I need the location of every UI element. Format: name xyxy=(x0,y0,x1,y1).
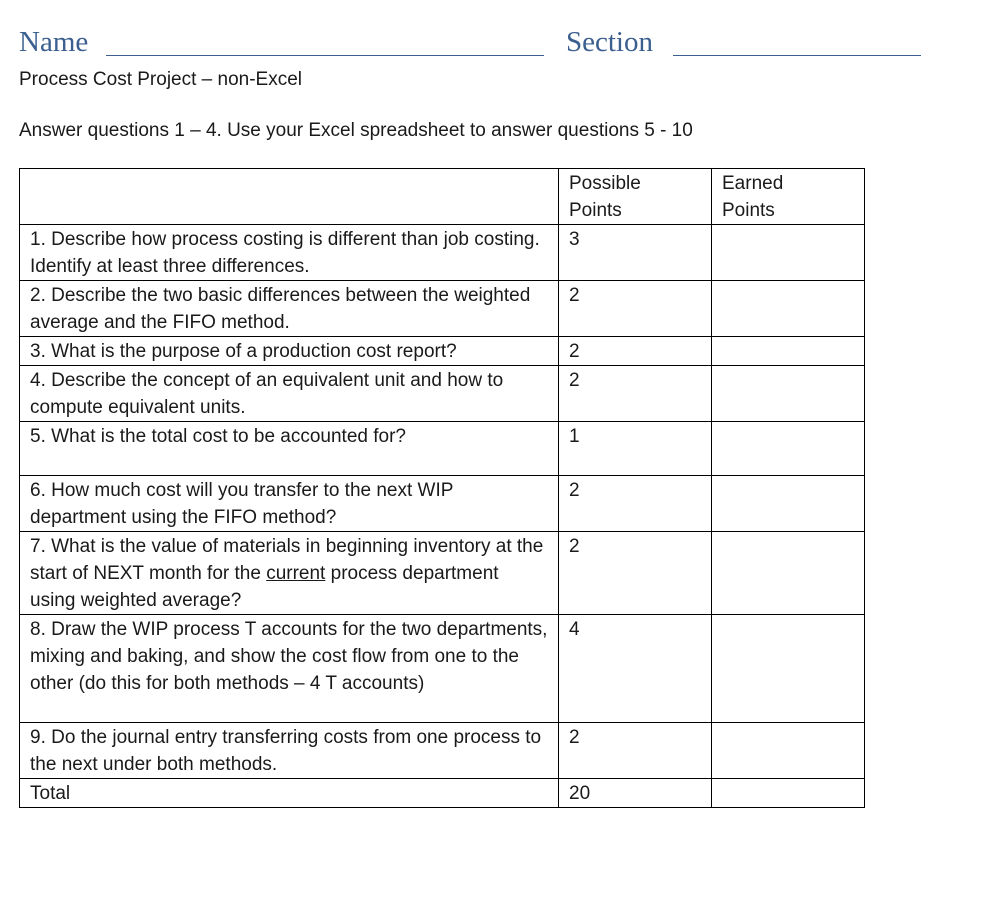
table-row xyxy=(20,337,865,366)
earned-points-header-line2: Points xyxy=(722,200,775,221)
total-earned-points-cell[interactable] xyxy=(712,779,865,808)
question-cell xyxy=(20,532,559,615)
name-blank-line[interactable] xyxy=(106,55,544,56)
question-text-part: 7. What is the value of materials in beginning inventory at the start of NEXT month for the xyxy=(30,536,544,584)
question-cell: 6. How much cost will you transfer to the next WIP department using the FIFO method? xyxy=(20,476,559,532)
earned-points-cell[interactable] xyxy=(712,281,865,337)
earned-points-cell[interactable] xyxy=(712,723,865,779)
table-row xyxy=(20,281,865,337)
points-table xyxy=(19,168,865,808)
earned-points-cell[interactable] xyxy=(712,422,865,476)
possible-points-cell: 2 xyxy=(559,723,712,779)
earned-points-cell[interactable] xyxy=(712,532,865,615)
total-label-cell: Total xyxy=(20,779,559,808)
table-row xyxy=(20,476,865,532)
earned-points-header-line1: Earned xyxy=(722,173,784,194)
question-text-part: process department using weighted average? xyxy=(30,563,499,611)
question-underlined-word: current xyxy=(266,563,326,584)
table-header-row xyxy=(20,169,865,225)
earned-points-cell[interactable] xyxy=(712,476,865,532)
table-row xyxy=(20,723,865,779)
possible-points-header-line1: Possible xyxy=(569,173,641,194)
possible-points-header-line2: Points xyxy=(569,200,622,221)
possible-points-cell: 2 xyxy=(559,476,712,532)
section-blank-line[interactable] xyxy=(673,55,921,56)
earned-points-cell[interactable] xyxy=(712,615,865,723)
question-cell: 3. What is the purpose of a production cost report? xyxy=(20,337,559,366)
question-cell: 5. What is the total cost to be accounted for? xyxy=(20,422,559,476)
question-cell: 4. Describe the concept of an equivalent unit and how to compute equivalent units. xyxy=(20,366,559,422)
table-row xyxy=(20,615,865,723)
table-total-row xyxy=(20,779,865,808)
name-section-header xyxy=(19,24,939,60)
earned-points-cell[interactable] xyxy=(712,366,865,422)
earned-points-header xyxy=(712,169,865,225)
question-cell: 2. Describe the two basic differences between the weighted average and the FIFO method. xyxy=(20,281,559,337)
name-label: Name xyxy=(19,26,89,58)
possible-points-cell: 2 xyxy=(559,281,712,337)
instructions-text: Answer questions 1 – 4. Use your Excel spreadsheet to answer questions 5 - 10 xyxy=(19,120,693,141)
section-label: Section xyxy=(566,26,653,58)
possible-points-cell: 1 xyxy=(559,422,712,476)
document-subtitle: Process Cost Project – non-Excel xyxy=(19,69,303,90)
possible-points-cell: 2 xyxy=(559,366,712,422)
table-row xyxy=(20,366,865,422)
question-cell: 9. Do the journal entry transferring costs from one process to the next under both methods. xyxy=(20,723,559,779)
question-cell: 8. Draw the WIP process T accounts for the two departments, mixing and baking, and show the cost flow from one to the other (do this for both methods – 4 T accounts) xyxy=(20,615,559,723)
table-row xyxy=(20,422,865,476)
possible-points-cell: 2 xyxy=(559,337,712,366)
possible-points-header xyxy=(559,169,712,225)
total-possible-points-cell: 20 xyxy=(559,779,712,808)
table-row xyxy=(20,225,865,281)
possible-points-cell: 2 xyxy=(559,532,712,615)
question-column-header xyxy=(20,169,559,225)
earned-points-cell[interactable] xyxy=(712,225,865,281)
question-cell: 1. Describe how process costing is different than job costing. Identify at least three differences. xyxy=(20,225,559,281)
possible-points-cell: 4 xyxy=(559,615,712,723)
table-row xyxy=(20,532,865,615)
earned-points-cell[interactable] xyxy=(712,337,865,366)
possible-points-cell: 3 xyxy=(559,225,712,281)
